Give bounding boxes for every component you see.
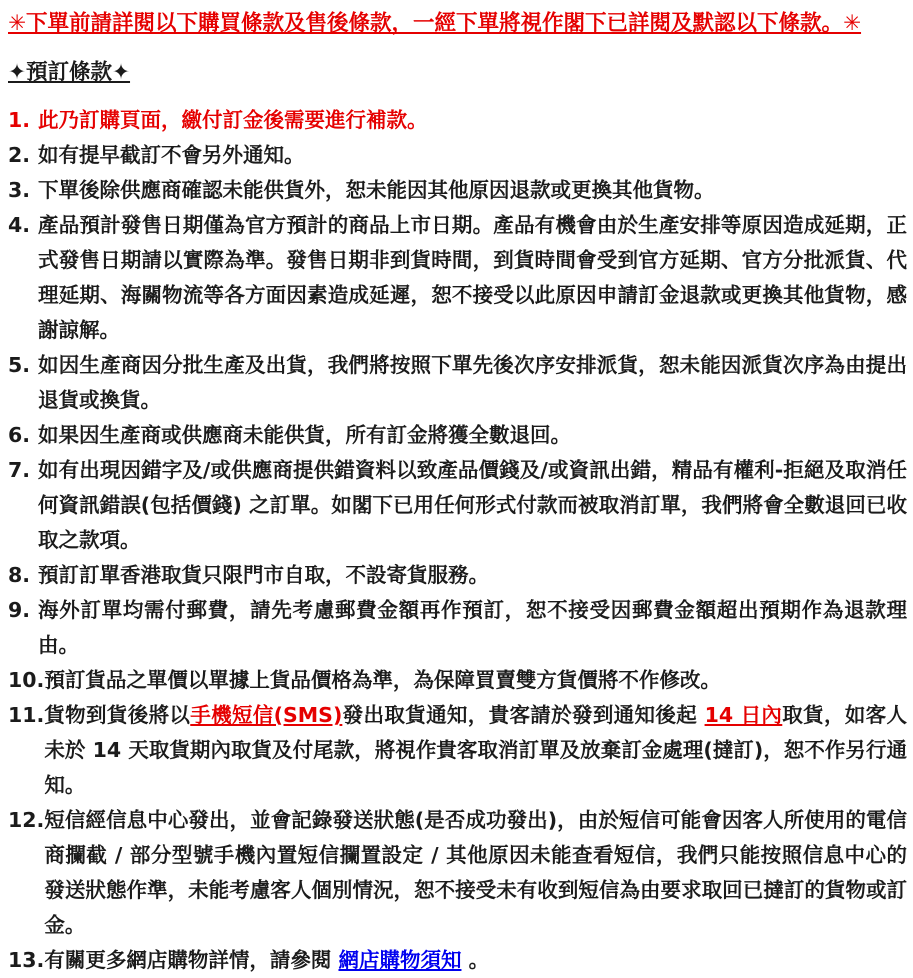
term-number: 9. [8, 598, 31, 622]
term-segment: 如果因生產商或供應商未能供貨，所有訂金將獲全數退回。 [38, 423, 571, 447]
term-item [8, 943, 907, 978]
term-segment: 手機短信(SMS) [190, 703, 343, 727]
term-segment: 預訂貨品之單價以單據上貨品價格為準，為保障買賣雙方貨價將不作修改。 [44, 668, 721, 692]
term-item [8, 173, 907, 208]
term-segment: 如有提早截訂不會另外通知。 [38, 143, 305, 167]
term-text [44, 698, 907, 803]
term-text [38, 103, 907, 138]
term-number: 8. [8, 563, 31, 587]
term-segment: 預訂訂單香港取貨只限門市自取，不設寄貨服務。 [38, 563, 489, 587]
term-number: 13. [8, 948, 45, 972]
shop-guide-link[interactable]: 網店購物須知 [338, 948, 462, 972]
term-item [8, 663, 907, 698]
term-item [8, 453, 907, 558]
term-text [44, 803, 907, 943]
term-item [8, 348, 907, 418]
term-number: 10. [8, 668, 45, 692]
term-text [44, 943, 907, 978]
term-text [38, 453, 907, 558]
term-segment: 下單後除供應商確認未能供貨外，恕未能因其他原因退款或更換其他貨物。 [38, 178, 715, 202]
term-number: 1. [8, 108, 31, 132]
term-segment: 發出取貨通知，貴客請於發到通知後起 [342, 703, 705, 727]
term-segment: 有關更多網店購物詳情，請參閱 [44, 948, 339, 972]
term-number: 12. [8, 808, 45, 832]
term-text [38, 138, 907, 173]
term-text [38, 593, 907, 663]
term-number: 2. [8, 143, 31, 167]
term-text [38, 173, 907, 208]
term-number: 4. [8, 213, 31, 237]
term-item [8, 558, 907, 593]
term-item [8, 593, 907, 663]
term-segment: 貨物到貨後將以 [44, 703, 191, 727]
term-text [44, 663, 907, 698]
term-number: 5. [8, 353, 31, 377]
term-segment: 短信經信息中心發出，並會記錄發送狀態(是否成功發出)，由於短信可能會因客人所使用的電信商攔截 / 部分型號手機內置短信攔置設定 / 其他原因未能查看短信，我們只能按照信息中心的發送狀態作準，未能考慮客人個別情況，恕不接受未有收到短信為由要求取回已撻訂的貨物或訂金。 [44, 808, 907, 937]
purchase-notice-header: ✳下單前請詳閱以下購買條款及售後條款，一經下單將視作閣下已詳閱及默認以下條款。✳ [8, 11, 862, 36]
term-segment: 產品預計發售日期僅為官方預計的商品上市日期。產品有機會由於生產安排等原因造成延期，正式發售日期請以實際為準。發售日期非到貨時間，到貨時間會受到官方延期、官方分批派貨、代理延期、海關物流等各方面因素造成延遲，恕不接受以此原因申請訂金退款或更換其他貨物，感謝諒解。 [38, 213, 907, 342]
term-number: 3. [8, 178, 31, 202]
term-segment: 。 [461, 948, 490, 972]
terms-list [8, 103, 907, 978]
term-item [8, 208, 907, 348]
term-number: 6. [8, 423, 31, 447]
term-segment: 如有出現因錯字及/或供應商提供錯資料以致產品價錢及/或資訊出錯，精品有權利-拒絕及取消任何資訊錯誤(包括價錢) 之訂單。如閣下已用任何形式付款而被取消訂單，我們將會全數退回已收取之款項。 [38, 458, 907, 552]
term-text [38, 418, 907, 453]
term-text [38, 208, 907, 348]
term-number: 7. [8, 458, 31, 482]
term-item [8, 803, 907, 943]
term-item [8, 418, 907, 453]
term-number: 11. [8, 703, 45, 727]
term-item [8, 103, 907, 138]
section-title-preorder-terms: ✦預訂條款✦ [8, 60, 131, 85]
term-segment: 海外訂單均需付郵費，請先考慮郵費金額再作預訂，恕不接受因郵費金額超出預期作為退款理由。 [38, 598, 907, 657]
term-item [8, 138, 907, 173]
term-segment: 14 日內 [704, 703, 783, 727]
term-segment: 如因生產商因分批生產及出貨，我們將按照下單先後次序安排派貨，恕未能因派貨次序為由提出退貨或換貨。 [38, 353, 907, 412]
term-segment: 取貨，如客人未於 14 天取貨期內取貨及付尾款，將視作貴客取消訂單及放棄訂金處理(撻訂)，恕不作另行通知。 [44, 703, 908, 797]
term-text [38, 558, 907, 593]
term-segment: 此乃訂購頁面，繳付訂金後需要進行補款。 [38, 108, 428, 132]
term-item [8, 698, 907, 803]
term-text [38, 348, 907, 418]
